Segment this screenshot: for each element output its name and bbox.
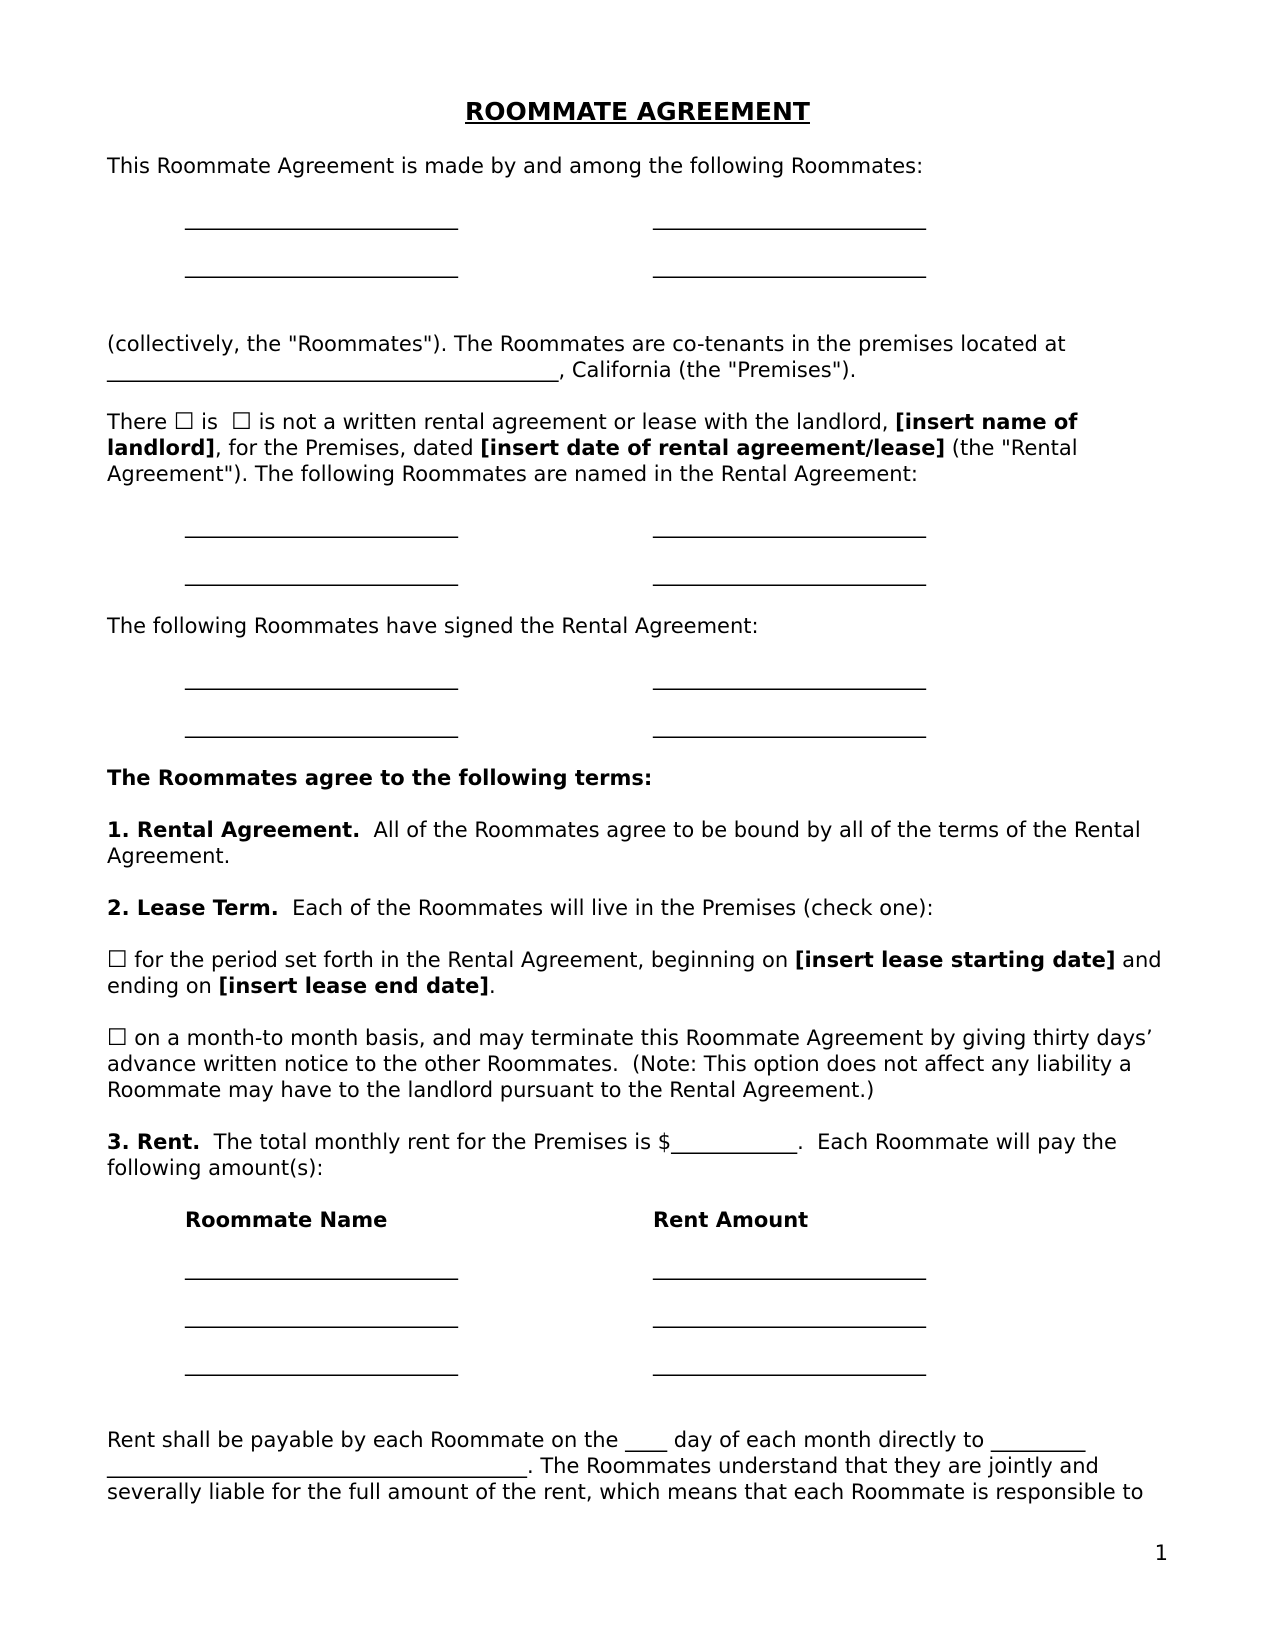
pay-to-field[interactable]: _________ — [990, 1428, 1086, 1452]
named-roommates-blank-group — [107, 513, 1168, 587]
roommates-blank-group — [107, 205, 1168, 279]
option-1-text: . — [489, 974, 496, 998]
rent-roommate-name-field[interactable]: __________________________ — [185, 1352, 458, 1376]
rent-table-header-roommate-name: Roommate Name — [185, 1208, 388, 1232]
blank-cell — [185, 1351, 653, 1377]
roommate-name-field[interactable]: __________________________ — [653, 206, 926, 230]
pay-to-field-continued[interactable]: ________________________________________ — [107, 1454, 527, 1478]
rental-text: , for the Premises, dated — [214, 436, 481, 460]
checkbox-month-to-month[interactable]: ☐ — [107, 1025, 128, 1051]
named-roommate-field[interactable]: __________________________ — [653, 514, 926, 538]
rent-table-row — [107, 1255, 1168, 1281]
blank-cell — [653, 561, 926, 587]
rent-table-row — [107, 1303, 1168, 1329]
checkbox-is[interactable]: ☐ — [173, 409, 195, 435]
blank-cell — [653, 713, 926, 739]
rental-text: There — [107, 410, 174, 434]
blank-cell — [653, 1255, 926, 1281]
roommate-name-field[interactable]: __________________________ — [185, 206, 458, 230]
blank-cell — [653, 253, 926, 279]
blank-cell — [653, 513, 926, 539]
premises-text-after: , California (the "Premises"). — [558, 358, 857, 382]
rental-text: is not a written rental agreement or lease with the landlord, — [251, 410, 896, 434]
section-2-lease-term — [107, 895, 1168, 921]
rental-text: (the "Rental Agreement"). The following Roommates are named in the Rental Agreement: — [107, 436, 1078, 486]
blank-cell — [185, 205, 653, 231]
roommate-name-field[interactable]: __________________________ — [653, 254, 926, 278]
option-1-text: for the period set forth in the Rental Agreement, beginning on — [127, 948, 795, 972]
payable-text: . The Roommates understand that they are jointly and severally liable for the full amount of the rent, which means that each Roommate is responsible to — [107, 1454, 1144, 1504]
rent-amount-field[interactable]: __________________________ — [653, 1256, 926, 1280]
blank-cell — [185, 1303, 653, 1329]
roommate-name-field[interactable]: __________________________ — [185, 254, 458, 278]
lease-end-placeholder: [insert lease end date] — [218, 974, 490, 998]
rent-amount-field[interactable]: __________________________ — [653, 1304, 926, 1328]
rent-table-header-row — [107, 1207, 1168, 1233]
blank-cell — [653, 665, 926, 691]
landlord-name-placeholder: [insert name of landlord] — [107, 410, 1078, 460]
document-title: ROOMMATE AGREEMENT — [465, 97, 810, 126]
rental-date-placeholder: [insert date of rental agreement/lease] — [480, 436, 946, 460]
section-3-text: . Each Roommate will pay the following amount(s): — [107, 1130, 1117, 1180]
blank-cell — [185, 665, 653, 691]
named-roommate-field[interactable]: __________________________ — [185, 562, 458, 586]
rent-due-day-field[interactable]: ____ — [625, 1428, 668, 1452]
section-3-text: The total monthly rent for the Premises is $ — [200, 1130, 672, 1154]
total-rent-amount-field[interactable]: ____________ — [671, 1130, 798, 1154]
blank-cell — [185, 253, 653, 279]
section-3-label: 3. Rent. — [107, 1130, 201, 1154]
premises-text-before: (collectively, the "Roommates"). The Roommates are co-tenants in the premises located at — [107, 332, 1066, 356]
rent-table — [107, 1207, 1168, 1377]
terms-heading: The Roommates agree to the following terms: — [107, 766, 653, 790]
blank-cell — [185, 1255, 653, 1281]
signed-roommate-field[interactable]: __________________________ — [653, 714, 926, 738]
page-number: 1 — [1154, 1541, 1168, 1565]
blank-row — [107, 205, 1168, 231]
signed-roommate-field[interactable]: __________________________ — [185, 714, 458, 738]
lease-term-option-fixed-period — [107, 947, 1168, 999]
signed-roommates-blank-group — [107, 665, 1168, 739]
rent-roommate-name-field[interactable]: __________________________ — [185, 1304, 458, 1328]
option-1-text: and ending on — [107, 948, 1162, 998]
rental-agreement-paragraph — [107, 409, 1168, 487]
blank-cell — [653, 1303, 926, 1329]
rental-text: is — [194, 410, 232, 434]
signed-roommate-field[interactable]: __________________________ — [653, 666, 926, 690]
blank-row — [107, 513, 1168, 539]
named-roommate-field[interactable]: __________________________ — [185, 514, 458, 538]
section-1-text: All of the Roommates agree to be bound by all of the terms of the Rental Agreement. — [107, 818, 1141, 868]
signed-roommate-field[interactable]: __________________________ — [185, 666, 458, 690]
checkbox-is-not[interactable]: ☐ — [231, 409, 252, 435]
premises-address-field[interactable]: ___________________________________________ — [107, 358, 559, 382]
rent-amount-field[interactable]: __________________________ — [653, 1352, 926, 1376]
blank-row — [107, 561, 1168, 587]
signed-paragraph: The following Roommates have signed the Rental Agreement: — [107, 614, 759, 638]
section-2-text: Each of the Roommates will live in the Premises (check one): — [278, 896, 934, 920]
rent-payable-paragraph — [107, 1427, 1168, 1505]
named-roommate-field[interactable]: __________________________ — [653, 562, 926, 586]
rent-table-row — [107, 1351, 1168, 1377]
lease-term-option-month-to-month — [107, 1025, 1168, 1103]
blank-cell — [653, 205, 926, 231]
section-1-rental-agreement — [107, 817, 1168, 869]
option-2-text: on a month-to month basis, and may terminate this Roommate Agreement by giving thirty days’ advance written notice to the other Roommates. (Note: This option does not affect any liability a Roommate may have to the landlord pursuant to the Rental Agreement.) — [107, 1026, 1153, 1102]
payable-text: Rent shall be payable by each Roommate on the — [107, 1428, 626, 1452]
payable-text: day of each month directly to — [667, 1428, 991, 1452]
lease-start-placeholder: [insert lease starting date] — [794, 948, 1116, 972]
blank-row — [107, 665, 1168, 691]
rent-roommate-name-field[interactable]: __________________________ — [185, 1256, 458, 1280]
section-1-label: 1. Rental Agreement. — [107, 818, 361, 842]
intro-paragraph: This Roommate Agreement is made by and among the following Roommates: — [107, 154, 924, 178]
blank-row — [107, 253, 1168, 279]
section-3-rent — [107, 1129, 1168, 1181]
blank-cell — [185, 561, 653, 587]
blank-cell — [653, 1351, 926, 1377]
checkbox-fixed-period[interactable]: ☐ — [107, 947, 128, 973]
blank-cell — [185, 713, 653, 739]
premises-paragraph — [107, 331, 1168, 383]
blank-cell — [185, 513, 653, 539]
rent-table-header-rent-amount: Rent Amount — [653, 1208, 809, 1232]
blank-row — [107, 713, 1168, 739]
section-2-label: 2. Lease Term. — [107, 896, 279, 920]
